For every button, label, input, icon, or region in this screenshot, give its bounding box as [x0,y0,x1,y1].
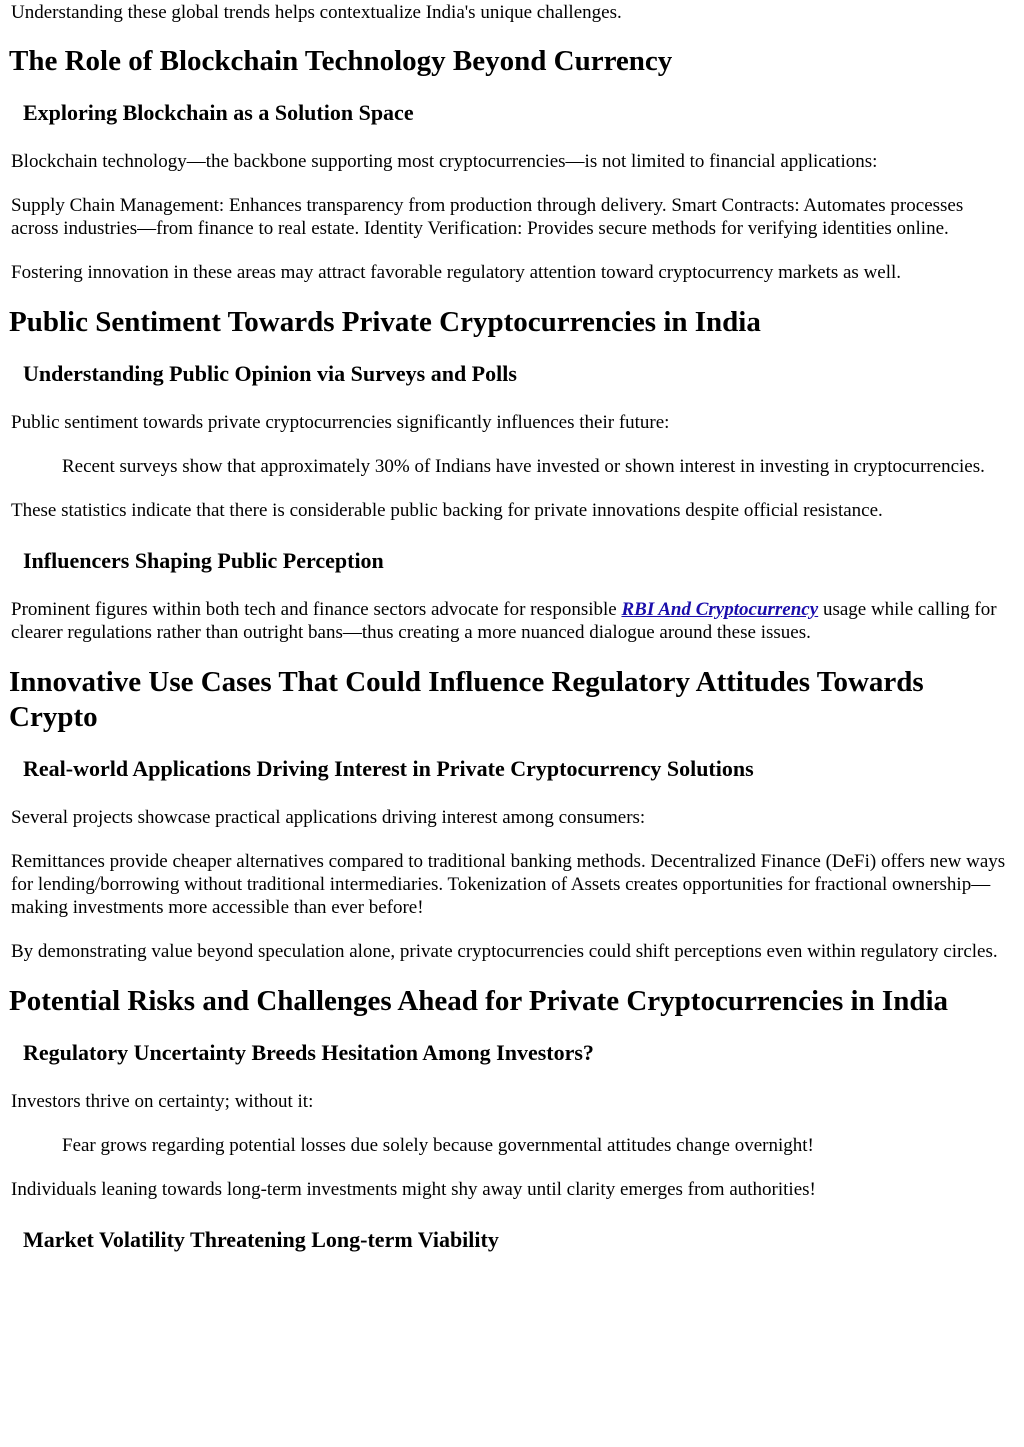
paragraph-influencers-text-before: Prominent figures within both tech and finance sectors advocate for responsible [11,599,622,620]
section-heading-risks: Potential Risks and Challenges Ahead for Private Cryptocurrencies in India [9,985,949,1017]
paragraph-influencers [11,598,1012,644]
subheading-regulatory-uncertainty: Regulatory Uncertainty Breeds Hesitation Among Investors? [23,1040,594,1065]
paragraph-blockchain-intro: Blockchain technology—the backbone supporting most cryptocurrencies—is not limited to financial applications: [11,151,878,172]
paragraph-value-beyond-speculation: By demonstrating value beyond speculation alone, private cryptocurrencies could shift perceptions even within regulatory circles. [11,941,998,962]
subheading-influencers: Influencers Shaping Public Perception [23,548,384,573]
subheading-real-world-applications: Real-world Applications Driving Interest in Private Cryptocurrency Solutions [23,756,754,781]
section-heading-blockchain: The Role of Blockchain Technology Beyond Currency [9,45,673,77]
article-body [0,1,1024,1253]
subheading-blockchain-solution: Exploring Blockchain as a Solution Space [23,100,414,125]
paragraph-blockchain-uses: Supply Chain Management: Enhances transparency from production through delivery. Smart Contracts: Automates processes across industries—from finance to real estate. Identity Verification: Provides secure methods for verifying identities online. [11,195,964,239]
subheading-public-opinion: Understanding Public Opinion via Surveys and Polls [23,361,517,386]
paragraph-public-sentiment: Public sentiment towards private cryptocurrencies significantly influences their future: [11,412,670,433]
section-heading-public-sentiment: Public Sentiment Towards Private Cryptocurrencies in India [9,306,761,338]
paragraph-applications-list: Remittances provide cheaper alternatives compared to traditional banking methods. Decentralized Finance (DeFi) offers new ways for lending/borrowing without traditional intermediaries. Tokenization of Assets creates opportunities for fractional ownership—making investments more accessible than ever before! [11,851,1006,918]
section-heading-innovative-use-cases: Innovative Use Cases That Could Influence Regulatory Attitudes Towards Crypto [9,666,924,733]
paragraph-long-term-investors: Individuals leaning towards long-term investments might shy away until clarity emerges from authorities! [11,1179,816,1200]
intro-paragraph: Understanding these global trends helps contextualize India's unique challenges. [11,2,622,23]
paragraph-influencers-text-after: usage while calling for clearer regulations rather than outright bans—thus creating a more nuanced dialogue around these issues. [11,599,997,643]
paragraph-statistics: These statistics indicate that there is considerable public backing for private innovations despite official resistance. [11,500,883,521]
subheading-market-volatility: Market Volatility Threatening Long-term Viability [23,1227,499,1252]
paragraph-projects: Several projects showcase practical applications driving interest among consumers: [11,807,646,828]
blockquote-fear: Fear grows regarding potential losses due solely because governmental attitudes change overnight! [62,1135,814,1156]
paragraph-investors-certainty: Investors thrive on certainty; without it: [11,1091,314,1112]
rbi-cryptocurrency-link[interactable]: RBI And Cryptocurrency [621,599,819,620]
blockquote-survey: Recent surveys show that approximately 30% of Indians have invested or shown interest in investing in cryptocurrencies. [62,456,985,477]
paragraph-blockchain-innovation: Fostering innovation in these areas may attract favorable regulatory attention toward cryptocurrency markets as well. [11,262,902,283]
